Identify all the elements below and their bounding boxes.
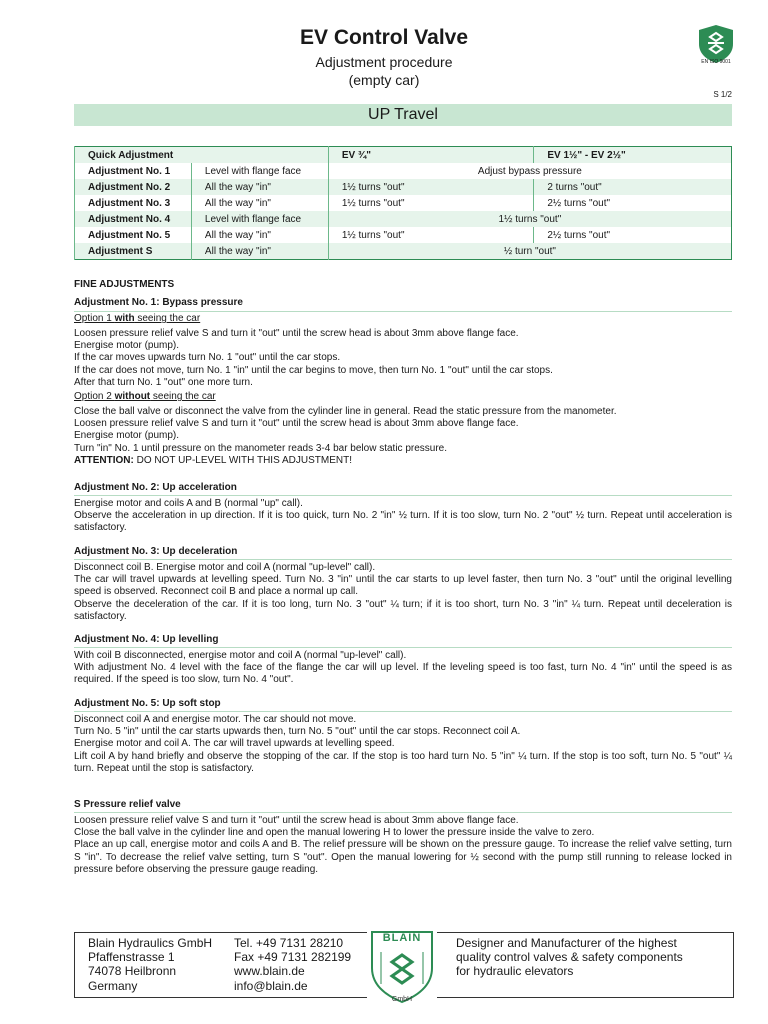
- fax: Fax +49 7131 282199: [234, 950, 352, 965]
- option2-prefix: Option 2: [74, 391, 115, 402]
- text-line: The car will travel upwards at levelling speed. Turn No. 3 "in" until the car starts to up level faster, then turn No. 3 "out" until the original levelling speed is observed. Reconnect coil B and place a normal up call.: [74, 574, 732, 598]
- divider: [74, 311, 732, 312]
- text-line: Energise motor (pump).: [74, 340, 180, 352]
- text-line: Observe the deceleration of the car. If it is too long, turn No. 3 "out" ¼ turn; if it is too short, turn No. 3 "in" ¼ turn. Repeat until deceleration is satisfactory.: [74, 598, 732, 622]
- start-position: All the way "in": [191, 195, 328, 211]
- text-line: Observe the acceleration in up direction. If it is too quick, turn No. 2 "in" ½ turn. If it is too slow, turn No. 2 "out" ½ turn. Repeat until acceleration is satisfactory.: [74, 510, 732, 534]
- text-line: Disconnect coil B. Energise motor and coil A (normal "up-level" call).: [74, 562, 376, 573]
- table-row: [75, 195, 732, 211]
- adj2-text: [74, 498, 732, 535]
- option2-suffix: seeing the car: [150, 391, 216, 402]
- text-line: Place an up call, energise motor and coils A and B. The relief pressure will be shown on the pressure gauge. To increase the relief valve setting, turn S "in". To decrease the relief valve setting, turn S "out". Open the manual lowering for ½ second with the pump still running to release locked in pressure before observing the pressure gauge reading.: [74, 839, 732, 875]
- footer-contact: [234, 936, 351, 993]
- iso-label: EN ISO 9001: [701, 59, 731, 65]
- footer-slogan: [456, 936, 683, 979]
- blain-logo-word: BLAIN: [382, 932, 422, 944]
- table-row: [75, 179, 732, 195]
- setting-ev-1-5-2-5: 2½ turns "out": [534, 227, 732, 243]
- text-line: Disconnect coil A and energise motor. The car should not move.: [74, 714, 357, 725]
- adjustment-name: Adjustment No. 1: [75, 163, 192, 179]
- table-row: [75, 211, 732, 227]
- footer-address: [88, 936, 212, 993]
- text-line: Loosen pressure relief valve S and turn it "out" until the screw head is about 3mm above flange face.: [74, 418, 519, 430]
- blain-logo: [367, 928, 437, 1008]
- text-line: Loosen pressure relief valve S and turn it "out" until the screw head is about 3mm above flange face.: [74, 815, 519, 826]
- address-line: Blain Hydraulics GmbH: [88, 936, 213, 950]
- text-line: Loosen pressure relief valve S and turn it "out" until the screw head is about 3mm above flange face.: [74, 328, 519, 339]
- text-line: Energise motor (pump).: [74, 430, 180, 442]
- iso-shield-logo-icon: [697, 24, 735, 64]
- text-line: If the car does not move, turn No. 1 "in" until the car begins to move, then turn No. 1 "out" until the car stops.: [74, 364, 553, 376]
- address-line: Germany: [88, 978, 138, 993]
- text-line: If the car moves upwards turn No. 1 "out" until the car stops.: [74, 352, 341, 364]
- header-quick-adjustment: Quick Adjustment: [75, 147, 329, 164]
- start-position: Level with flange face: [191, 211, 328, 227]
- adjS-heading: S Pressure relief valve: [74, 799, 181, 810]
- document-subtitle-2: (empty car): [348, 72, 420, 88]
- text-line: Turn "in" No. 1 until pressure on the manometer reads 3-4 bar below static pressure.: [74, 442, 448, 454]
- option1-with: with: [114, 313, 135, 324]
- adj2-heading: Adjustment No. 2: Up acceleration: [74, 482, 237, 493]
- table-row: [75, 163, 732, 179]
- adjustment-name: Adjustment No. 3: [75, 195, 192, 211]
- page-number: S 1/2: [713, 90, 732, 99]
- fine-adjustments-heading: FINE ADJUSTMENTS: [74, 279, 175, 290]
- divider: [74, 495, 732, 496]
- option1-suffix: seeing the car: [134, 313, 201, 324]
- divider: [74, 812, 732, 813]
- option1-underlined: [74, 313, 200, 324]
- adj3-text: [74, 562, 732, 623]
- adj5-heading: Adjustment No. 5: Up soft stop: [74, 698, 221, 709]
- adj1-option2-label: [74, 391, 732, 403]
- adj3-heading: Adjustment No. 3: Up deceleration: [74, 546, 238, 557]
- start-position: All the way "in": [191, 227, 328, 243]
- setting-ev-1-5-2-5: 2½ turns "out": [534, 195, 732, 211]
- divider: [74, 647, 732, 648]
- text-line: Lift coil A by hand briefly and observe the stopping of the car. If the stop is too hard turn No. 5 "in" ¼ turn. If the stop is too soft, turn No. 5 "out" ¼ turn. Repeat until the stop is satisfactory.: [74, 750, 732, 774]
- adjustment-name: Adjustment S: [75, 243, 192, 260]
- website-link[interactable]: www.blain.de: [234, 964, 305, 979]
- start-position: All the way "in": [191, 179, 328, 195]
- document-subtitle: Adjustment procedure: [315, 54, 453, 70]
- text-line: With adjustment No. 4 level with the face of the flange the car will up level. If the leveling speed is too fast, turn No. 4 "in" until the speed is as required. If the speed is too slow, turn No. 4 "out".: [74, 662, 732, 686]
- document-title: EV Control Valve: [299, 26, 469, 49]
- adj4-text: [74, 650, 732, 687]
- slogan-line: for hydraulic elevators: [456, 964, 574, 979]
- attention-text: DO NOT UP-LEVEL WITH THIS ADJUSTMENT!: [133, 454, 352, 466]
- blain-logo-gmbh: GmbH: [391, 996, 413, 1003]
- attention-label: ATTENTION:: [74, 454, 134, 466]
- setting-all-sizes: 1½ turns "out": [328, 211, 731, 227]
- adj1-option1-text: [74, 328, 732, 389]
- text-line: After that turn No. 1 "out" one more turn.: [74, 376, 253, 388]
- slogan-line: Designer and Manufacturer of the highest: [456, 936, 677, 950]
- text-line: Close the ball valve or disconnect the valve from the cylinder line in general. Read the static pressure from the manometer.: [74, 406, 617, 417]
- adj4-heading: Adjustment No. 4: Up levelling: [74, 634, 219, 645]
- address-line: 74078 Heilbronn: [88, 964, 177, 979]
- start-position: Level with flange face: [191, 163, 328, 179]
- start-position: All the way "in": [191, 243, 328, 260]
- setting-all-sizes: ½ turn "out": [328, 243, 731, 260]
- text-line: Close the ball valve in the cylinder line and open the manual lowering H to lower the pressure inside the valve to zero.: [74, 827, 595, 839]
- email-link[interactable]: info@blain.de: [234, 978, 308, 993]
- header-ev-1-5-2-5: EV 1½" - EV 2½": [534, 147, 732, 164]
- setting-ev-3-4: 1½ turns "out": [328, 179, 534, 195]
- divider: [74, 559, 732, 560]
- attention-line: [74, 455, 732, 467]
- slogan-line: quality control valves & safety components: [456, 950, 683, 965]
- adj1-heading: Adjustment No. 1: Bypass pressure: [74, 297, 243, 308]
- adj1-option2-text: [74, 406, 732, 467]
- table-row: [75, 243, 732, 260]
- text-line: Turn No. 5 "in" until the car starts upwards then, turn No. 5 "out" until the car stops. Reconnect coil A.: [74, 726, 521, 738]
- section-bar-up-travel: UP Travel: [74, 104, 732, 126]
- adjustment-name: Adjustment No. 5: [75, 227, 192, 243]
- adj5-text: [74, 714, 732, 775]
- text-line: Energise motor and coils A and B (normal "up" call).: [74, 498, 303, 509]
- option1-prefix: Option 1: [74, 313, 115, 324]
- adj1-option1-label: [74, 313, 732, 325]
- setting-ev-3-4: 1½ turns "out": [328, 195, 534, 211]
- setting-ev-1-5-2-5: 2 turns "out": [534, 179, 732, 195]
- table-row: [75, 227, 732, 243]
- adjustment-name: Adjustment No. 4: [75, 211, 192, 227]
- header-ev-3-4: EV ¾": [328, 147, 534, 164]
- setting-ev-3-4: 1½ turns "out": [328, 227, 534, 243]
- text-line: Energise motor and coil A. The car will travel upwards at levelling speed.: [74, 738, 395, 750]
- quick-adjustment-table: [74, 146, 732, 260]
- text-line: With coil B disconnected, energise motor and coil A (normal "up-level" call).: [74, 650, 407, 661]
- phone: Tel. +49 7131 28210: [234, 936, 344, 950]
- option2-underlined: [74, 391, 216, 402]
- setting-all-sizes: Adjust bypass pressure: [328, 163, 731, 179]
- address-line: Pfaffenstrasse 1: [88, 950, 175, 965]
- adjS-text: [74, 815, 732, 876]
- table-header-row: [75, 147, 732, 164]
- option2-without: without: [114, 391, 151, 402]
- divider: [74, 711, 732, 712]
- adjustment-name: Adjustment No. 2: [75, 179, 192, 195]
